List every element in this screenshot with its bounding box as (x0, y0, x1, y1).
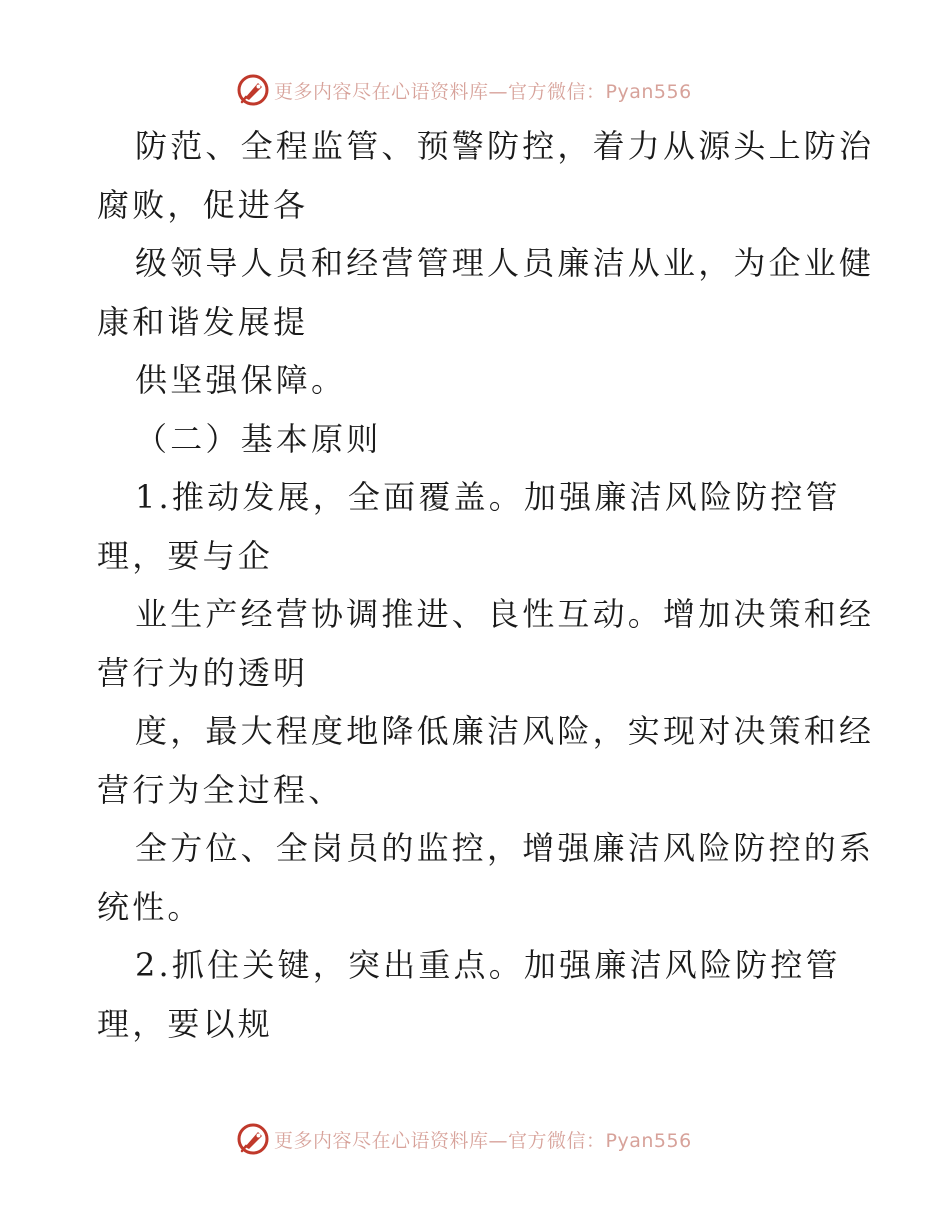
pen-nib-circle-icon (236, 1122, 270, 1156)
footer-watermark (236, 1121, 692, 1157)
body-line: 理，要以规 (97, 1005, 274, 1043)
body-line: 供坚强保障。 (135, 361, 347, 399)
body-line: 腐败，促进各 (97, 186, 309, 224)
body-line: 统性。 (97, 888, 203, 926)
header-watermark (236, 72, 692, 108)
body-line: 2.抓住关键，突出重点。加强廉洁风险防控管 (135, 946, 841, 984)
body-line: 度，最大程度地降低廉洁风险，实现对决策和经 (135, 712, 875, 750)
section-heading: （二）基本原则 (135, 420, 382, 458)
body-line: 1.推动发展，全面覆盖。加强廉洁风险防控管 (135, 478, 841, 516)
body-line: 级领导人员和经营管理人员廉洁从业，为企业健 (135, 244, 875, 282)
body-line: 康和谐发展提 (97, 303, 309, 341)
pen-nib-circle-icon (236, 73, 270, 107)
watermark-text: 更多内容尽在心语资料库—官方微信：Pyan556 (274, 1129, 692, 1152)
body-line: 理，要与企 (97, 537, 274, 575)
watermark-text: 更多内容尽在心语资料库—官方微信：Pyan556 (274, 80, 692, 103)
body-line: 全方位、全岗员的监控，增强廉洁风险防控的系 (135, 829, 875, 867)
body-line: 营行为全过程、 (97, 771, 344, 809)
body-line: 营行为的透明 (97, 654, 309, 692)
body-line: 业生产经营协调推进、良性互动。增加决策和经 (135, 595, 875, 633)
body-line: 防范、全程监管、预警防控，着力从源头上防治 (135, 127, 875, 165)
